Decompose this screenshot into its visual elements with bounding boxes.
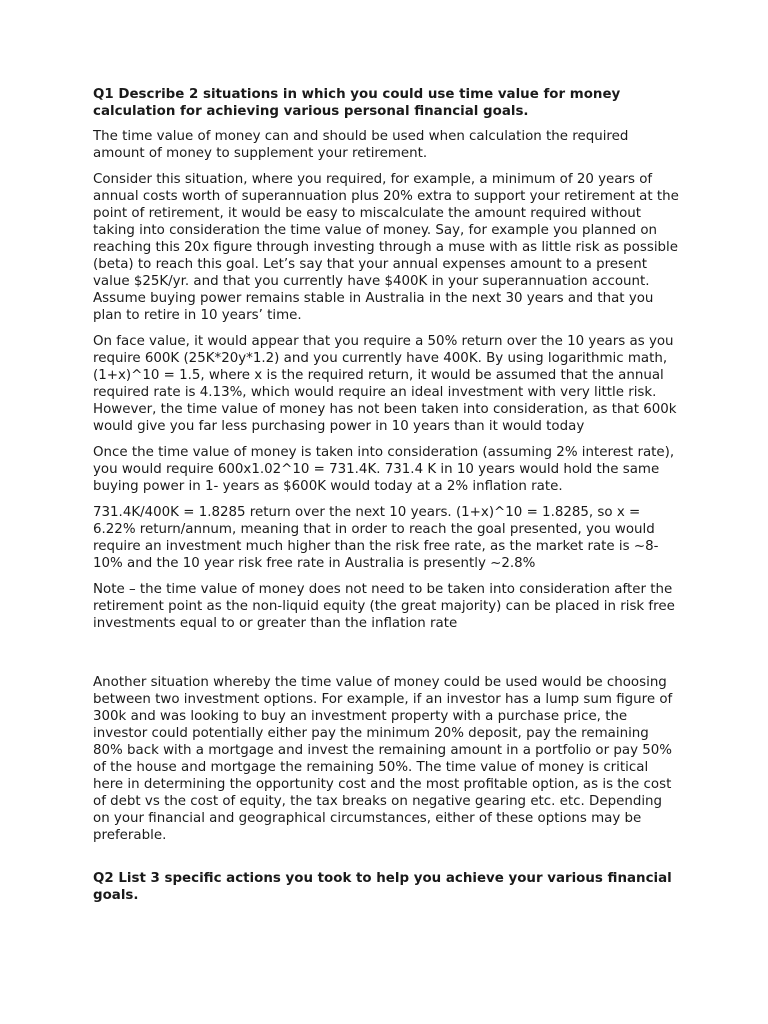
q2-heading: Q2 List 3 specific actions you took to help you achieve your various financial goals. bbox=[93, 871, 672, 903]
q1-paragraph-note: Note – the time value of money does not need to be taken into consideration after the retirement point as the non-liquid equity (the great majority) can be placed in risk free investments equal to or greater than the inflation rate bbox=[93, 582, 675, 631]
q1-paragraph-face-value: On face value, it would appear that you require a 50% return over the 10 years as you require 600K (25K*20y*1.2) and you currently have 400K. By using logarithmic math, (1+x)^10 = 1.5, where x is the required return, it would be assumed that the annual required rate is 4.13%, which would require an ideal investment with very little risk. However, the time value of money has not been taken into consideration, as that 600k would give you far less purchasing power in 10 years than it would today bbox=[93, 334, 677, 434]
q1-paragraph-second-situation: Another situation whereby the time value of money could be used would be choosing between two investment options. For example, if an investor has a lump sum figure of 300k and was looking to buy an investment property with a purchase price, the investor could potentially either pay the minimum 20% deposit, pay the remaining 80% back with a mortgage and invest the remaining amount in a portfolio or pay 50% of the house and mortgage the remaining 50%. The time value of money is critical here in determining the opportunity cost and the most profitable option, as is the cost of debt vs the cost of equity, the tax breaks on negative gearing etc. etc. Depending on your financial and geographical circumstances, either of these options may be preferable. bbox=[93, 675, 673, 843]
q1-paragraph-calculation: 731.4K/400K = 1.8285 return over the next 10 years. (1+x)^10 = 1.8285, so x = 6.22% return/annum, meaning that in order to reach the goal presented, you would require an investment much higher than the risk free rate, as the market rate is ~8-10% and the 10 year risk free rate in Australia is presently ~2.8% bbox=[93, 505, 659, 571]
q1-paragraph-intro: The time value of money can and should be used when calculation the required amount of money to supplement your retirement. bbox=[93, 129, 629, 161]
q1-paragraph-situation: Consider this situation, where you required, for example, a minimum of 20 years of annual costs worth of superannuation plus 20% extra to support your retirement at the point of retirement, it would be easy to miscalculate the amount required without taking into consideration the time value of money. Say, for example you planned on reaching this 20x figure through investing through a muse with as little risk as possible (beta) to reach this goal. Let’s say that your annual expenses amount to a present value $25K/yr. and that you currently have $400K in your superannuation account. Assume buying power remains stable in Australia in the next 30 years and that you plan to retire in 10 years’ time. bbox=[93, 172, 679, 323]
q1-heading: Q1 Describe 2 situations in which you could use time value for money calculation for achieving various personal financial goals. bbox=[93, 87, 621, 119]
q1-paragraph-time-value: Once the time value of money is taken into consideration (assuming 2% interest rate), you would require 600x1.02^10 = 731.4K. 731.4 K in 10 years would hold the same buying power in 1- years as $600K would today at a 2% inflation rate. bbox=[93, 445, 675, 494]
document-page bbox=[93, 86, 681, 912]
